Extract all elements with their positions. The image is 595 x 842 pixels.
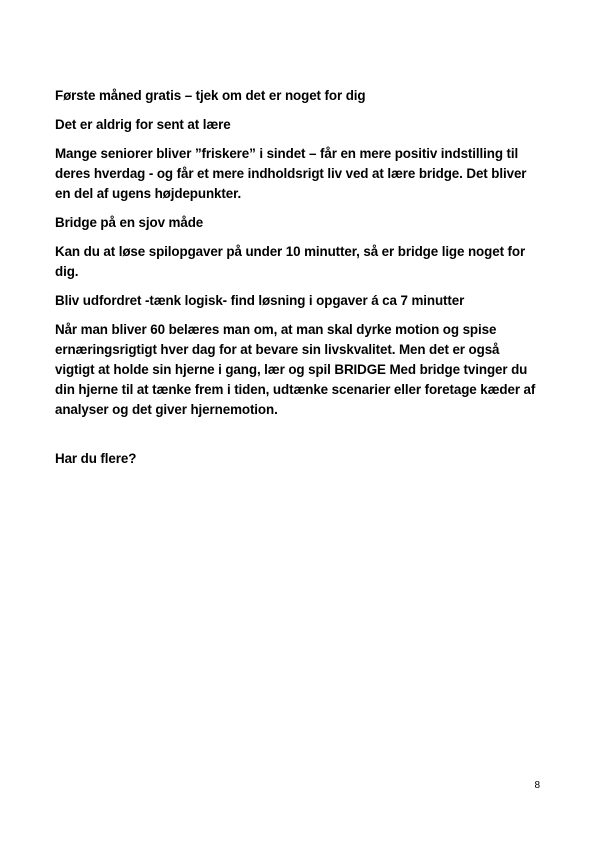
- paragraph-puzzles: Kan du at løse spilopgaver på under 10 minutter, så er bridge lige noget for dig.: [55, 244, 526, 279]
- page-number: 8: [534, 780, 540, 791]
- heading-never-too-late: Det er aldrig for sent at lære: [55, 117, 231, 132]
- paragraph-brain-exercise: Når man bliver 60 belæres man om, at man skal dyrke motion og spise ernæringsrigtigt hver dag for at bevare sin livskvalitet. Men det er også vigtigt at holde sin hjerne i gang, lær og spil BRIDGE Med bridge tvinger du din hjerne til at tænke frem i tiden, udtænke scenarier eller foretage kæder af analyser og det giver hjernemotion.: [55, 322, 536, 417]
- page-content: [55, 86, 541, 478]
- closing-question: Har du flere?: [55, 451, 137, 466]
- paragraph-challenge: Bliv udfordret -tænk logisk- find løsning i opgaver á ca 7 minutter: [55, 293, 465, 308]
- heading-fun-bridge: Bridge på en sjov måde: [55, 215, 204, 230]
- heading-free-month: Første måned gratis – tjek om det er noget for dig: [55, 88, 366, 103]
- paragraph-seniors: Mange seniorer bliver ”friskere” i sindet – får en mere positiv indstilling til deres hverdag - og får et mere indholdsrigt liv ved at lære bridge. Det bliver en del af ugens højdepunkter.: [55, 146, 527, 201]
- blank-line: [55, 429, 541, 449]
